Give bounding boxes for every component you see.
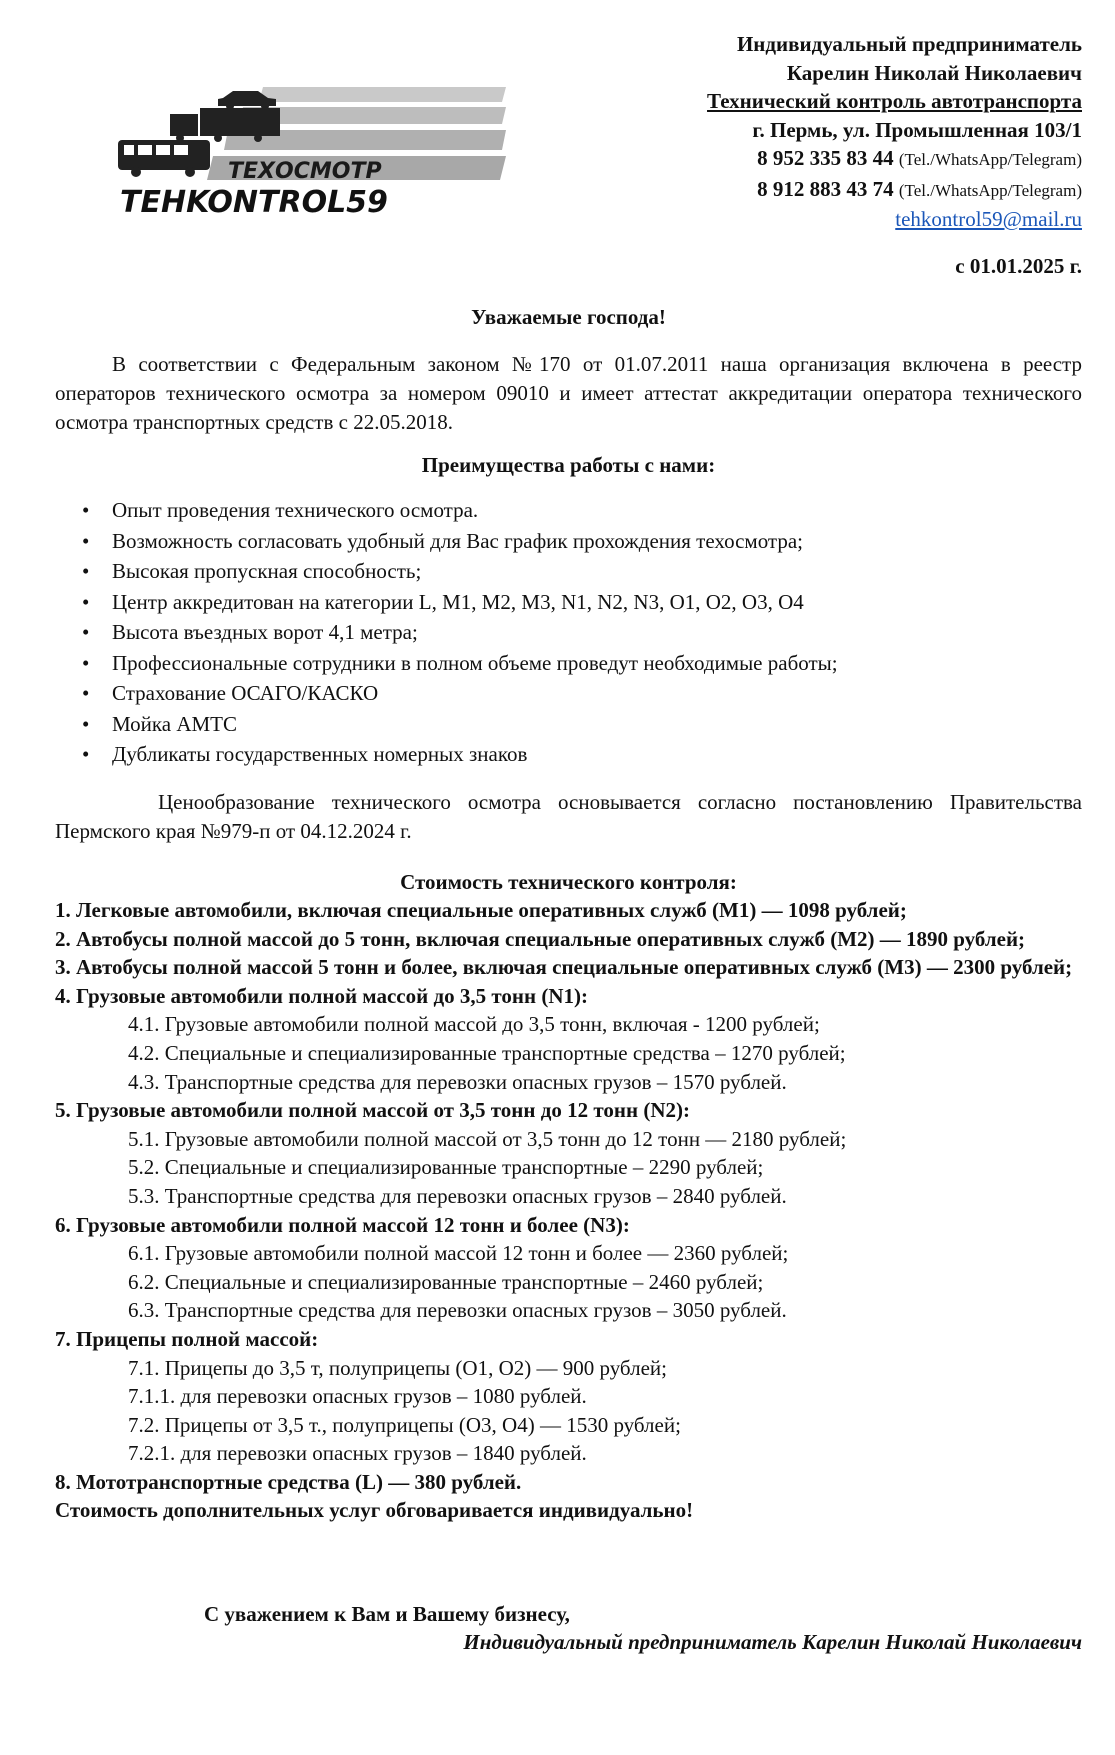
price-subitem: 7.2. Прицепы от 3,5 т., полуприцепы (O3, O4) — 1530 рублей; — [128, 1412, 681, 1437]
price-subitem: 4.1. Грузовые автомобили полной массой до 3,5 тонн, включая - 1200 рублей; — [128, 1012, 820, 1037]
price-subitem: 5.3. Транспортные средства для перевозки опасных грузов – 2840 рублей. — [128, 1183, 787, 1208]
advantage-item: • Профессиональные сотрудники в полном объеме проведут необходимые работы; — [112, 648, 1082, 679]
price-subitem: 7.1.1. для перевозки опасных грузов – 1080 рублей. — [128, 1384, 587, 1409]
header-line-entrepreneur: Индивидуальный предприниматель — [736, 32, 1082, 56]
phone-1-number: 8 952 335 83 44 — [757, 146, 894, 170]
price-subitem: 6.3. Транспортные средства для перевозки опасных грузов – 3050 рублей. — [128, 1298, 787, 1323]
advantage-item: • Возможность согласовать удобный для Вас график прохождения техосмотра; — [112, 526, 1082, 557]
advantage-item: • Центр аккредитован на категории L, M1, M2, M3, N1, N2, N3, O1, O2, O3, O4 — [112, 587, 1082, 618]
signature-line: Индивидуальный предприниматель Карелин Николай Николаевич — [463, 1630, 1082, 1654]
logo-brand-text: TEHKONTROL59 — [120, 185, 388, 220]
advantages-list-wrapper — [55, 495, 1082, 770]
header-line-name: Карелин Николай Николаевич — [786, 60, 1082, 85]
closing-line: С уважением к Вам и Вашему бизнесу, — [204, 1602, 570, 1626]
price-subitem: 5.2. Специальные и специализированные транспортные – 2290 рублей; — [128, 1155, 764, 1180]
phone-2-number: 8 912 883 43 74 — [757, 176, 894, 201]
price-item-m1: 1. Легковые автомобили, включая специальные оперативных служб (M1) — 1098 рублей; — [55, 898, 907, 922]
price-subitem: 6.1. Грузовые автомобили полной массой 12 тонн и более — 2360 рублей; — [128, 1241, 789, 1266]
price-item-n2: 5. Грузовые автомобили полной массой от 3,5 тонн до 12 тонн (N2): — [55, 1098, 690, 1123]
extra-services-note: Стоимость дополнительных услуг обговаривается индивидуально! — [55, 1498, 694, 1523]
price-subitem: 7.2.1. для перевозки опасных грузов – 1840 рублей. — [128, 1441, 587, 1466]
effective-date: с 01.01.2025 г. — [955, 254, 1082, 278]
price-subitem: 6.2. Специальные и специализированные транспортные – 2460 рублей; — [128, 1269, 764, 1294]
price-list — [55, 896, 1082, 1525]
price-item-m3: 3. Автобусы полной массой 5 тонн и более, включая специальные оперативных служб (M3) — 2300 рублей; — [55, 955, 1073, 980]
advantage-item: • Дубликаты государственных номерных знаков — [112, 739, 1082, 770]
price-subitem: 7.1. Прицепы до 3,5 т, полуприцепы (O1, O2) — 900 рублей; — [128, 1355, 667, 1380]
header-line-service: Технический контроль автотранспорта — [707, 89, 1082, 113]
greeting: Уважаемые господа! — [471, 305, 666, 329]
price-subitem: 4.2. Специальные и специализированные транспортные средства – 1270 рублей; — [128, 1040, 846, 1065]
advantage-item: • Мойка АМТС — [112, 709, 1082, 740]
intro-paragraph: В соответствии с Федеральным законом №170 от 01.07.2011 наша организация включена в реестр операторов технического осмотра за номером 09010 и имеет аттестат аккредитации оператора технического осмотра транспортных средств с 22.05.2018. — [55, 352, 1082, 434]
price-item-n1: 4. Грузовые автомобили полной массой до 3,5 тонн (N1): — [55, 983, 588, 1008]
price-item-moto: 8. Мототранспортные средства (L) — 380 рублей. — [55, 1469, 522, 1494]
price-item-trailers: 7. Прицепы полной массой: — [55, 1326, 319, 1351]
phone-1-note: (Tel./WhatsApp/Telegram) — [898, 150, 1082, 169]
price-subitem: 5.1. Грузовые автомобили полной массой от 3,5 тонн до 12 тонн — 2180 рублей; — [128, 1126, 847, 1151]
tehkontrol-logo — [118, 84, 508, 224]
price-item-n3: 6. Грузовые автомобили полной массой 12 тонн и более (N3): — [55, 1212, 630, 1237]
price-subitem: 4.3. Транспортные средства для перевозки опасных грузов – 1570 рублей. — [128, 1069, 787, 1094]
advantage-item: • Высокая пропускная способность; — [112, 556, 1082, 587]
phone-2-note: (Tel./WhatsApp/Telegram) — [898, 180, 1082, 200]
logo-tag-text: ТЕХОСМОТР — [228, 159, 382, 184]
company-header — [707, 30, 1082, 234]
advantages-title: Преимущества работы с нами: — [421, 453, 716, 477]
header-phone-2 — [707, 175, 1082, 206]
header-phone-1 — [707, 144, 1082, 175]
price-item-m2: 2. Автобусы полной массой до 5 тонн, включая специальные оперативных служб (M2) — 1890 рублей; — [55, 926, 1026, 951]
advantage-item: • Опыт проведения технического осмотра. — [112, 495, 1082, 526]
advantage-item: • Высота въездных ворот 4,1 метра; — [112, 617, 1082, 648]
email-link[interactable]: tehkontrol59@mail.ru — [895, 207, 1082, 231]
pricing-note: Ценообразование технического осмотра основывается согласно постановлению Правительства Пермского края №979-п от 04.12.2024 г. — [55, 790, 1082, 843]
advantage-item: • Страхование ОСАГО/КАСКО — [112, 678, 1082, 709]
cost-title: Стоимость технического контроля: — [400, 870, 737, 894]
advantages-list — [55, 495, 1082, 770]
header-line-address: г. Пермь, ул. Промышленная 103/1 — [752, 117, 1082, 142]
